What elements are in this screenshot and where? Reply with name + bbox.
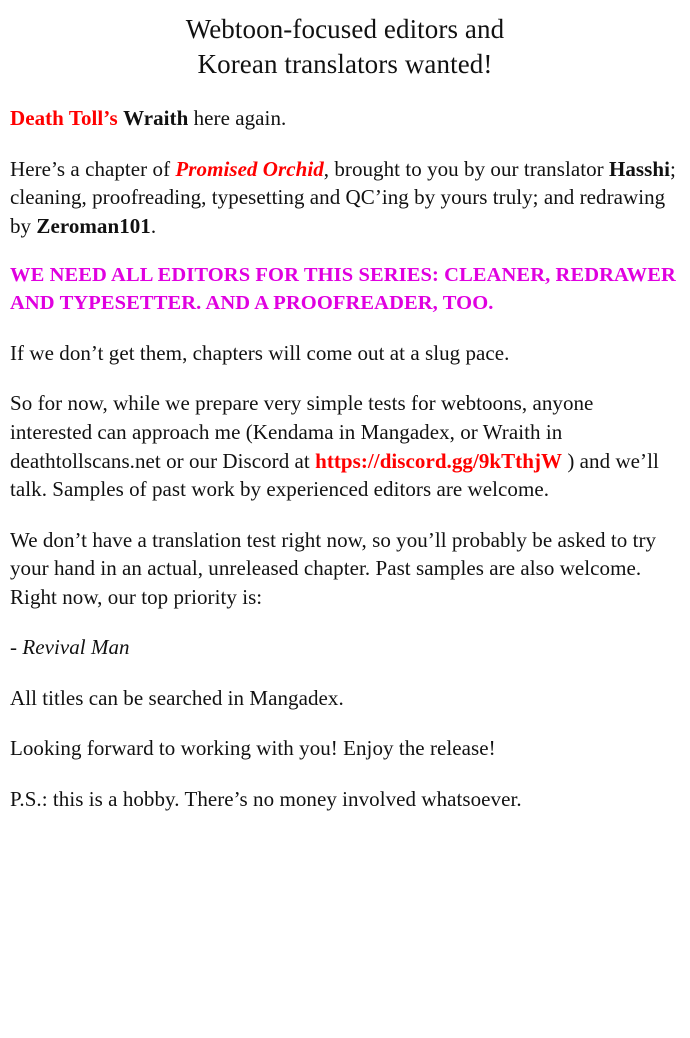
author-name: Wraith <box>123 106 189 131</box>
warning-paragraph: If we don’t get them, chapters will come out at a slug pace. <box>10 340 510 365</box>
intro-paragraph <box>10 104 680 133</box>
search-note: All titles can be searched in Mangadex. <box>10 685 344 710</box>
contact-paragraph <box>10 389 680 503</box>
credits-end: . <box>150 213 157 238</box>
postscript-line: P.S.: this is a hobby. There’s no money involved whatsoever. <box>10 786 522 811</box>
priority-title: - Revival Man <box>10 635 130 660</box>
note-body <box>10 104 680 813</box>
credits-paragraph <box>10 155 680 241</box>
discord-invite-link[interactable]: https://discord.gg/9kTthjW <box>315 448 563 473</box>
translator-name: Hasshi <box>608 156 670 181</box>
group-name: Death Toll’s <box>10 106 118 131</box>
contact-part-2: ) and we’ll talk. Samples of past work by experienced editors are welcome. <box>10 448 659 502</box>
page-title-line-1: Webtoon-focused editors and <box>185 14 505 44</box>
credits-mid-2: ; cleaning, proofreading, typesetting and QC’ing by yours truly; and redrawing by <box>10 156 676 238</box>
closing-line: Looking forward to working with you! Enjoy the release! <box>10 736 496 761</box>
intro-rest: here again. <box>188 106 287 131</box>
series-title: Promised Orchid <box>175 156 324 181</box>
credits-lead: Here’s a chapter of <box>10 156 176 181</box>
translation-test-paragraph: We don’t have a translation test right now, so you’ll probably be asked to try your hand in an actual, unreleased chapter. Past samples are also welcome. Right now, our top priority is: <box>10 527 657 609</box>
page-title-line-2: Korean translators wanted! <box>197 49 493 80</box>
credits-mid: , brought to you by our translator <box>323 156 609 181</box>
redrawer-name: Zeroman101 <box>36 213 151 238</box>
recruitment-shout: WE NEED ALL EDITORS FOR THIS SERIES: CLEANER, REDRAWER AND TYPESETTER. AND A PROOFREADER, TOO. <box>10 264 676 314</box>
page-title <box>10 12 680 82</box>
contact-part-1: So for now, while we prepare very simple tests for webtoons, anyone interested can approach me (Kendama in Mangadex, or Wraith in deathtollscans.net or our Discord at <box>10 391 594 473</box>
